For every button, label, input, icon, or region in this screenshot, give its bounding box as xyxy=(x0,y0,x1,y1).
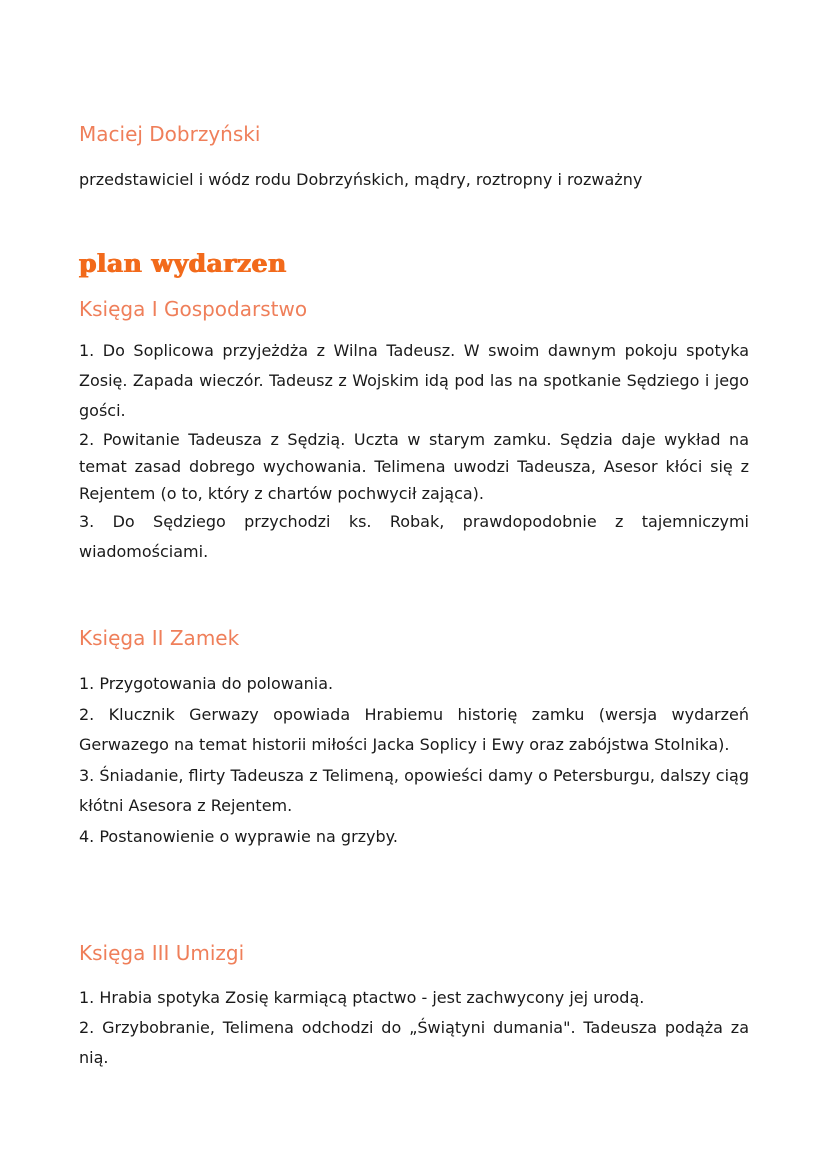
book-2-events xyxy=(79,669,749,852)
book-3-title: Księga III Umizgi xyxy=(79,941,245,965)
list-item: 3. Śniadanie, flirty Tadeusza z Telimeną, opowieści damy o Petersburgu, dalszy ciąg kłótni Asesora z Rejentem. xyxy=(79,765,749,815)
book-1-events xyxy=(79,336,749,567)
book-3-events xyxy=(79,983,749,1073)
list-item: 2. Klucznik Gerwazy opowiada Hrabiemu historię zamku (wersja wydarzeń Gerwazego na temat historii miłości Jacka Soplicy i Ewy oraz zabójstwa Stolnika). xyxy=(79,704,749,754)
character-description: przedstawiciel i wódz rodu Dobrzyńskich, mądry, roztropny i rozważny xyxy=(79,170,643,189)
plan-title: plan wydarzen xyxy=(79,249,287,278)
book-2-title: Księga II Zamek xyxy=(79,626,240,650)
list-item: 1. Do Soplicowa przyjeżdża z Wilna Tadeusz. W swoim dawnym pokoju spotyka Zosię. Zapada wieczór. Tadeusz z Wojskim idą pod las na spotkanie Sędziego i jego gości. xyxy=(79,341,749,420)
book-1-title: Księga I Gospodarstwo xyxy=(79,297,308,321)
list-item: 3. Do Sędziego przychodzi ks. Robak, prawdopodobnie z tajemniczymi wiadomościami. xyxy=(79,512,749,561)
list-item: 2. Grzybobranie, Telimena odchodzi do „Świątyni dumania". Tadeusza podąża za nią. xyxy=(79,1018,749,1067)
list-item: 1. Przygotowania do polowania. xyxy=(79,674,334,693)
list-item: 2. Powitanie Tadeusza z Sędzią. Uczta w starym zamku. Sędzia daje wykład na temat zasad dobrego wychowania. Telimena uwodzi Tadeusza, Asesor kłóci się z Rejentem (o to, który z chartów pochwycił zająca). xyxy=(79,430,749,503)
list-item: 4. Postanowienie o wyprawie na grzyby. xyxy=(79,826,398,846)
character-name: Maciej Dobrzyński xyxy=(79,122,261,146)
list-item: 1. Hrabia spotyka Zosię karmiącą ptactwo - jest zachwycony jej urodą. xyxy=(79,988,645,1007)
